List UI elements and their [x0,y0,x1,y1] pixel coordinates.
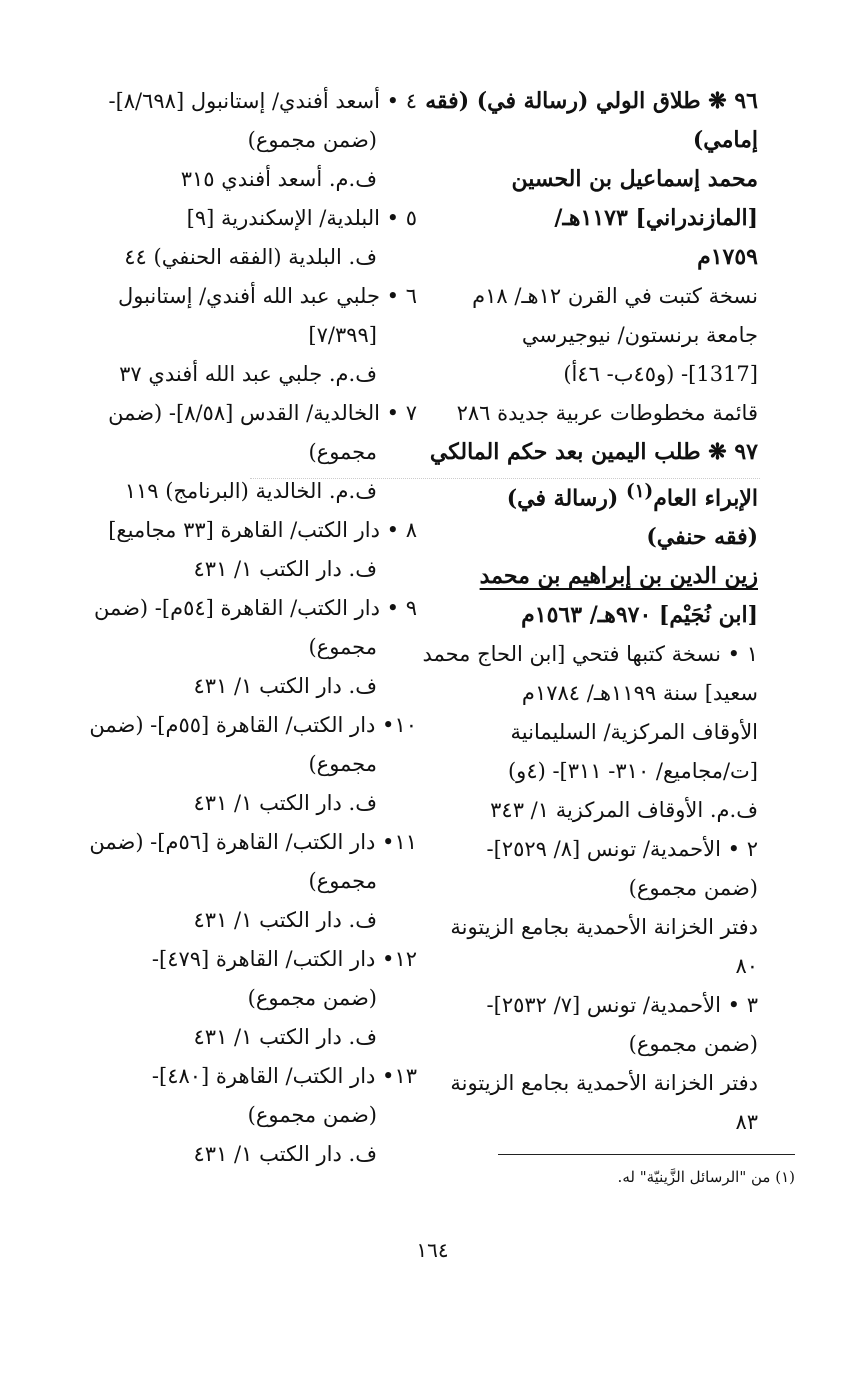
text-line: قائمة مخطوطات عربية جديدة ٢٨٦ [456,401,758,425]
text-line: مجموع) [308,752,377,776]
text-line: ف. دار الكتب ١/ ٤٣١ [193,557,377,581]
text-line: (ضمن مجموع) [247,128,377,152]
footnote-marker: (١) [626,481,654,502]
text-line: ف. دار الكتب ١/ ٤٣١ [193,674,377,698]
footnote: (١) من "الرسائل الزَّينيّة" له. [617,1168,795,1186]
text-line: ف. البلدية (الفقه الحنفي) ٤٤ [124,245,377,269]
text-line: ف.م. أسعد أفندي ٣١٥ [180,167,377,191]
entry-title: ٩٦ ❋ طلاق الولي (رسالة في) (فقه [425,88,758,114]
text-line: دفتر الخزانة الأحمدية بجامع الزيتونة [450,1071,758,1096]
page-number: ١٦٤ [416,1238,449,1262]
text-line: (ضمن مجموع) [247,986,377,1010]
text-line: نسخة كتبت في القرن ١٢هـ/ ١٨م [472,284,758,308]
scan-artifact-line [250,478,760,479]
list-item: ٨ • دار الكتب/ القاهرة [٣٣ مجاميع] [108,518,417,542]
text-line: مجموع) [308,869,377,893]
list-item: ٢ • الأحمدية/ تونس [٨/ ٢٥٢٩]- [486,837,758,862]
text-line: ف. دار الكتب ١/ ٤٣١ [193,908,377,932]
list-item: ٥ • البلدية/ الإسكندرية [٩] [186,206,417,230]
text-line: ف.م. جلبي عبد الله أفندي ٣٧ [119,362,377,386]
text-line: (ضمن مجموع) [628,876,758,901]
text-line: دفتر الخزانة الأحمدية بجامع الزيتونة [450,915,758,940]
text-line: ف. دار الكتب ١/ ٤٣١ [193,791,377,815]
text-line: ف. دار الكتب ١/ ٤٣١ [193,1142,377,1166]
entry-title: الإبراء العام$^{(١)}$ (رسالة في) [506,481,758,512]
list-item: ١٣• دار الكتب/ القاهرة [٤٨٠]- [151,1064,417,1088]
text-line: (ضمن مجموع) [628,1032,758,1057]
entry-title: (فقه حنفي) [646,524,758,551]
text-line: سعيد] سنة ١١٩٩هـ/ ١٧٨٤م [521,681,758,706]
text-line: [1317]- (و٤٥ب- ٤٦أ) [563,362,758,386]
author-name: زين الدين بن إبراهيم بن محمد [479,563,758,590]
entry-title: إمامي) [692,127,758,153]
text-line: الأوقاف المركزية/ السليمانية [510,720,758,745]
text-line: ف.م. الأوقاف المركزية ١/ ٣٤٣ [490,798,758,823]
text-line: [٧/٣٩٩] [308,323,377,347]
list-item: ١٢• دار الكتب/ القاهرة [٤٧٩]- [151,947,417,971]
list-item: ٣ • الأحمدية/ تونس [٧/ ٢٥٣٢]- [486,993,758,1018]
footnote-divider [498,1154,795,1155]
text-line: مجموع) [308,440,377,464]
text-line: (ضمن مجموع) [247,1103,377,1127]
list-item: ١٠• دار الكتب/ القاهرة [٥٥م]- (ضمن [89,713,417,737]
text-line: ف.م. الخالدية (البرنامج) ١١٩ [124,479,377,503]
entry-title: ٩٧ ❋ طلب اليمين بعد حكم المالكي [429,439,758,465]
list-item: ١ • نسخة كتبها فتحي [ابن الحاج محمد [422,642,758,667]
author-dates: [ابن نُجَيْم] ٩٧٠هـ/ ١٥٦٣م [521,602,758,629]
list-item: ٧ • الخالدية/ القدس [٨/٥٨]- (ضمن [108,401,417,425]
text-line: جامعة برنستون/ نيوجيرسي [521,323,758,347]
author-dates: ١٧٥٩م [697,244,758,270]
text-line: ٨٠ [735,954,758,979]
text-line: مجموع) [308,635,377,659]
author-name: [المازندراني] ١١٧٣هـ/ [554,205,758,231]
author-name: محمد إسماعيل بن الحسين [511,166,758,192]
text-line: ٨٣ [735,1110,758,1135]
list-item: ٩ • دار الكتب/ القاهرة [٥٤م]- (ضمن [93,596,417,620]
text-line: [ت/مجاميع/ ٣١٠- ٣١١]- (٤و) [507,759,758,784]
right-column [422,82,758,1142]
text-line: ف. دار الكتب ١/ ٤٣١ [193,1025,377,1049]
list-item: ١١• دار الكتب/ القاهرة [٥٦م]- (ضمن [89,830,417,854]
left-column [72,82,417,1174]
list-item: ٤ • أسعد أفندي/ إستانبول [٨/٦٩٨]- [108,89,417,113]
list-item: ٦ • جلبي عبد الله أفندي/ إستانبول [117,284,417,308]
